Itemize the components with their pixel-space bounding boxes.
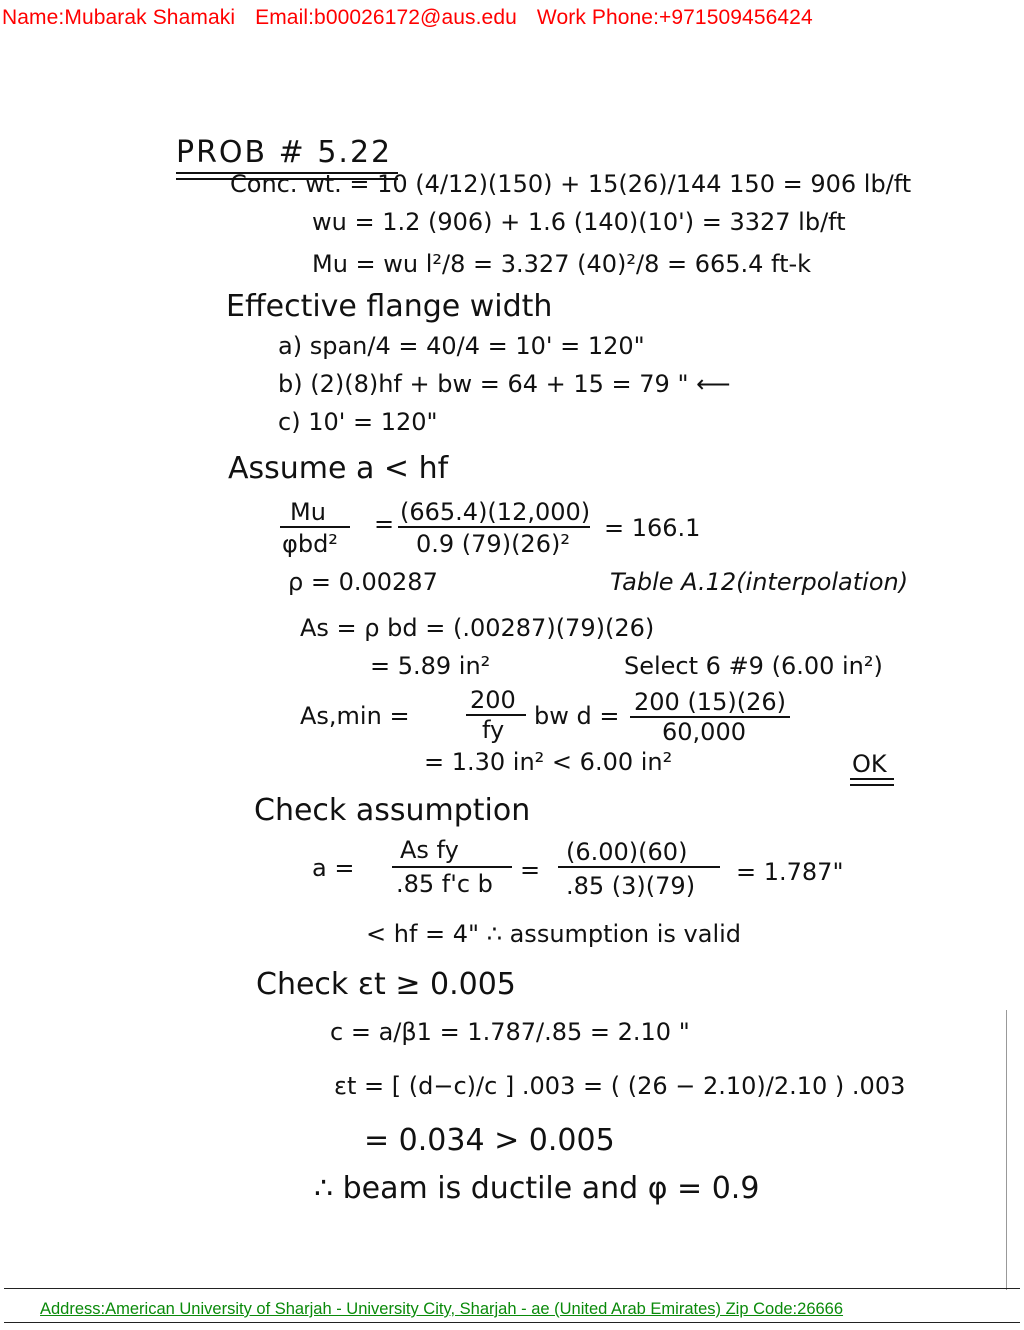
conclusion: ∴ beam is ductile and φ = 0.9 [314,1171,760,1206]
a-rhs-den: .85 (3)(79) [566,872,696,900]
flange-c: c) 10' = 120" [278,408,438,436]
check-assumption-heading: Check assumption [254,793,531,828]
header-name: Name:Mubarak Shamaki [2,6,236,29]
ratio-lhs-bar [280,526,350,528]
a-rhs-bar [558,866,720,868]
ratio-rhs-den: 0.9 (79)(26)² [416,530,570,558]
as-line-1: As = ρ bd = (.00287)(79)(26) [300,614,655,642]
line-wu: wu = 1.2 (906) + 1.6 (140)(10') = 3327 lb/ft [312,208,846,236]
line-mu: Mu = wu l²/8 = 3.327 (40)²/8 = 665.4 ft-k [312,250,812,278]
footer-address: Address:American University of Sharjah - University City, Sharjah - ae (United Arab Emirates) Zip Code:26666 [40,1300,844,1318]
c-line: c = a/β1 = 1.787/.85 = 2.10 " [330,1018,690,1046]
asmin-ok: OK [852,750,887,778]
flange-heading: Effective flange width [226,289,553,324]
header-phone: Work Phone:+971509456424 [536,6,813,29]
et-result: = 0.034 > 0.005 [364,1123,615,1158]
rho-table: Table A.12(interpolation) [610,568,909,596]
asmin-rhs-num: 200 (15)(26) [634,688,786,716]
asmin-frac-den: fy [482,716,505,744]
as-select: Select 6 #9 (6.00 in²) [624,652,883,680]
assume-line: Assume a < hf [228,451,449,486]
flange-a: a) span/4 = 40/4 = 10' = 120" [278,332,645,360]
asmin-result: = 1.30 in² < 6.00 in² [424,748,673,776]
line-conc-wt: Conc. wt. = 10 (4/12)(150) + 15(26)/144 150 = 906 lb/ft [230,170,912,198]
ok-underline-1 [850,778,894,780]
as-line-2: = 5.89 in² [370,652,491,680]
a-rhs-num: (6.00)(60) [566,838,688,866]
footer-rule-bottom [4,1322,1020,1323]
a-label: a = [312,854,355,882]
check-strain-heading: Check εt ≥ 0.005 [256,967,516,1002]
et-line: εt = [ (d−c)/c ] .003 = ( (26 − 2.10)/2.10 ) .003 [334,1072,906,1100]
a-frac-bar [392,866,512,868]
scan-edge-mark [1006,1010,1007,1290]
asmin-frac-num: 200 [470,686,516,714]
asmin-rhs-den: 60,000 [662,718,746,746]
asmin-mid: bw d = [534,702,620,730]
rho-line: ρ = 0.00287 [288,568,438,596]
ratio-rhs-bar [398,526,590,528]
ratio-rhs-num: (665.4)(12,000) [400,498,591,526]
flange-b: b) (2)(8)hf + bw = 64 + 15 = 79 " ⟵ [278,370,731,398]
a-frac-den: .85 f'c b [396,870,493,898]
a-eq: = [520,856,541,884]
problem-title: PROB # 5.22 [176,135,393,170]
contact-header [2,6,1022,30]
ratio-eq: = [374,510,395,538]
ratio-result: = 166.1 [604,514,701,542]
footer-rule-top [4,1288,1020,1289]
ratio-lhs-den: φbd² [282,530,338,558]
ok-underline-2 [850,784,894,786]
header-email: Email:b00026172@aus.edu [255,6,517,29]
asmin-label: As,min = [300,702,410,730]
a-valid: < hf = 4" ∴ assumption is valid [366,920,742,948]
ratio-lhs-num: Mu [290,498,326,526]
a-result: = 1.787" [736,858,844,886]
a-frac-num: As fy [400,836,459,864]
